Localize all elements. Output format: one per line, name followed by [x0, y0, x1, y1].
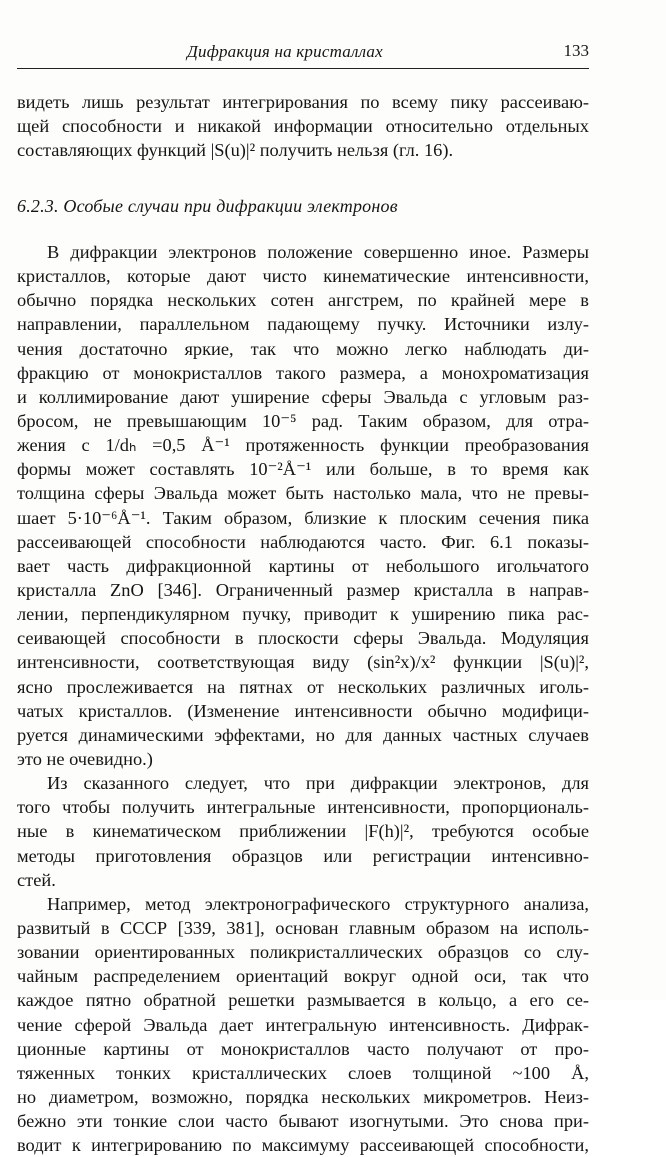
text-line: Например, метод электронографического структурного анализа, [47, 893, 589, 914]
text-line: и коллимирование дают уширение сферы Эвальда с угловым раз- [17, 386, 589, 407]
text-line: ционные картины от монокристаллов часто получают от про- [17, 1038, 589, 1059]
text-line: Из сказанного следует, что при дифракции электронов, для [47, 773, 589, 794]
text-line: направлении, параллельном падающему пучку. Источники излу- [17, 314, 589, 335]
text-line: обычно порядка нескольких сотен ангстрем, по крайней мере в [17, 290, 589, 311]
text-line: стей. [17, 869, 56, 890]
text-line: зовании ориентированных поликристаллических образцов со слу- [17, 942, 589, 963]
text-line: лении, перпендикулярном пучку, приводит к уширению пика рас- [17, 604, 589, 625]
text-line: бросом, не превышающим 10⁻⁵ рад. Таким образом, для отра- [17, 410, 589, 431]
text-line: толщина сферы Эвальда может быть настолько мала, что не превы- [17, 483, 589, 504]
text-line: щей способности и никакой информации относительно отдельных [17, 116, 589, 137]
text-line: шает 5·10⁻⁶Å⁻¹. Таким образом, близкие к плоским сечения пика [17, 507, 589, 528]
text-line: жения с 1/dₕ =0,5 Å⁻¹ протяженность функции преобразования [17, 435, 589, 456]
text-line: развитый в СССР [339, 381], основан главным образом на исполь- [17, 917, 589, 938]
text-line: кристалла ZnO [346]. Ограниченный размер кристалла в направ- [17, 579, 589, 600]
text-line: но диаметром, возможно, порядка нескольких микрометров. Неиз- [17, 1086, 589, 1107]
text-line: бежно эти тонкие слои часто бывают изогнутыми. Это снова при- [17, 1111, 589, 1132]
text-line: чайным распределением ориентаций вокруг одной оси, так что [17, 966, 589, 987]
text-line: видеть лишь результат интегрирования по всему пику рассеиваю- [17, 92, 589, 112]
text-line: того чтобы получить интегральные интенсивности, пропорциональ- [17, 797, 589, 818]
text-line: чение сферой Эвальда дает интегральную интенсивность. Дифрак- [17, 1014, 589, 1035]
text-line: чения достаточно яркие, так что можно легко наблюдать ди- [17, 338, 589, 359]
page-number: 133 [563, 41, 589, 60]
running-title: Дифракция на кристаллах [187, 42, 383, 61]
text-line: каждое пятно обратной решетки размывается в кольцо, а его се- [17, 990, 589, 1011]
text-line: сеивающей способности в плоскости сферы Эвальда. Модуляция [17, 628, 589, 649]
text-line: вает часть дифракционной картины от небольшого игольчатого [17, 555, 589, 576]
text-line: рассеивающей способности наблюдаются часто. Фиг. 6.1 показы- [17, 531, 589, 552]
text-line: формы может составлять 10⁻²Å⁻¹ или больше, в то время как [17, 459, 589, 480]
text-line: чатых кристаллов. (Изменение интенсивности обычно модифици- [17, 700, 589, 721]
intro-paragraph [17, 90, 589, 162]
page-header [17, 36, 589, 69]
section-heading: 6.2.3. Особые случаи при дифракции электронов [17, 196, 398, 216]
text-line: составляющих функций |S(u)|² получить нельзя (гл. 16). [17, 140, 454, 161]
text-line: ные в кинематическом приближении |F(h)|², требуются особые [17, 821, 589, 842]
text-line: тяженных тонких кристаллических слоев толщиной ~100 Å, [17, 1062, 589, 1083]
section-body [17, 240, 589, 1157]
text-line: ясно прослеживается на пятнах от нескольких различных иголь- [17, 676, 589, 697]
text-line: методы приготовления образцов или регистрации интенсивно- [17, 845, 589, 866]
text-line: это не очевидно.) [17, 748, 153, 769]
text-line: интенсивности, соответствующая виду (sin²x)/x² функции |S(u)|², [17, 652, 589, 673]
text-line: кристаллов, которые дают чисто кинематические интенсивности, [17, 266, 589, 287]
text-line: водит к интегрированию по максимуму рассеивающей способности, [17, 1135, 589, 1156]
text-line: В дифракции электронов положение совершенно иное. Размеры [47, 242, 589, 262]
text-line: фракцию от монокристаллов такого размера, а монохроматизация [17, 362, 589, 383]
text-line: руется динамическими эффектами, но для данных частных случаев [17, 724, 589, 745]
